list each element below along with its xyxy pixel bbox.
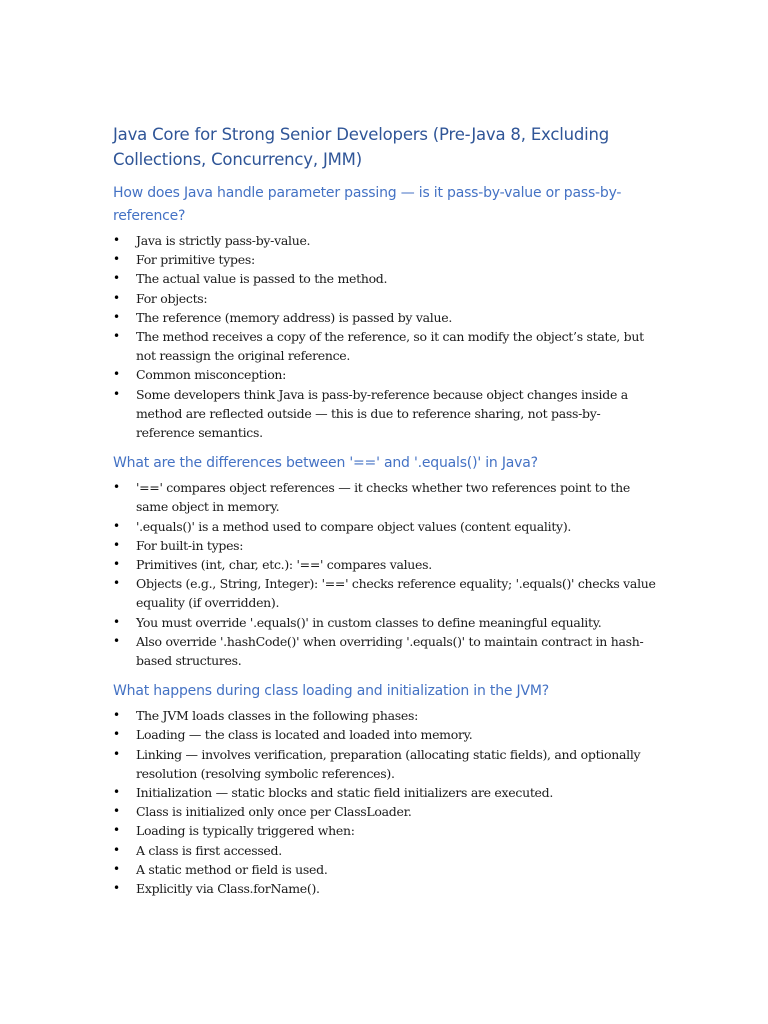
document-title: Java Core for Strong Senior Developers (Pre-Java 8, Excluding Collections, Concurrency, JMM): [113, 125, 610, 169]
list-item: [113, 478, 658, 516]
list-item-text: Class is initialized only once per ClassLoader.: [136, 804, 412, 820]
list-item: [113, 269, 658, 288]
list-item: [113, 327, 658, 365]
list-item-text: A static method or field is used.: [136, 861, 328, 877]
bullet-icon: •: [113, 861, 120, 876]
list-item-text: A class is first accessed.: [136, 842, 282, 858]
list-item-text: The actual value is passed to the method.: [136, 271, 388, 287]
list-item-text: The reference (memory address) is passed by value.: [136, 309, 452, 325]
list-item: [113, 250, 658, 269]
bullet-icon: •: [113, 386, 120, 401]
list-item: [113, 289, 658, 308]
section-equals-comparison: [113, 452, 658, 670]
section-parameter-passing: [113, 182, 658, 442]
list-item-text: '==' compares object references — it checks whether two references point to the same object in memory.: [136, 480, 630, 515]
section-heading: What happens during class loading and initialization in the JVM?: [113, 683, 549, 700]
bullet-icon: •: [113, 252, 120, 267]
list-item: [113, 706, 658, 725]
bullet-icon: •: [113, 537, 120, 552]
list-item-text: Loading — the class is located and loaded into memory.: [136, 727, 473, 743]
list-item: [113, 555, 658, 574]
bullet-icon: •: [113, 233, 120, 247]
list-item-text: For objects:: [136, 290, 208, 306]
bullet-list: [113, 231, 658, 442]
list-item: [113, 821, 658, 840]
list-item-text: Some developers think Java is pass-by-reference because object changes inside a method are reflected outside — this is due to reference sharing, not pass-by-reference semantics.: [136, 386, 628, 441]
list-item-text: Linking — involves verification, preparation (allocating static fields), and optionally resolution (resolving symbolic references).: [136, 746, 641, 781]
list-item: [113, 802, 658, 821]
list-item: [113, 860, 658, 879]
bullet-icon: •: [113, 480, 120, 495]
list-item-text: For primitive types:: [136, 252, 255, 268]
bullet-icon: •: [113, 576, 120, 591]
bullet-icon: •: [113, 746, 120, 761]
list-item: [113, 745, 658, 783]
list-item-text: Loading is typically triggered when:: [136, 823, 355, 839]
list-item-text: The method receives a copy of the reference, so it can modify the object’s state, but not reassign the original reference.: [136, 329, 644, 364]
document-content: [113, 122, 658, 908]
list-item: [113, 632, 658, 670]
bullet-icon: •: [113, 842, 120, 857]
list-item: [113, 613, 658, 632]
list-item-text: Common misconception:: [136, 367, 287, 383]
bullet-icon: •: [113, 785, 120, 800]
bullet-icon: •: [113, 290, 120, 305]
bullet-icon: •: [113, 804, 120, 819]
list-item: [113, 308, 658, 327]
list-item-text: Initialization — static blocks and static field initializers are executed.: [136, 785, 554, 801]
list-item: [113, 841, 658, 860]
list-item-text: You must override '.equals()' in custom classes to define meaningful equality.: [136, 614, 602, 630]
section-heading: How does Java handle parameter passing — is it pass-by-value or pass-by-reference?: [113, 185, 622, 224]
bullet-icon: •: [113, 708, 120, 723]
bullet-icon: •: [113, 518, 120, 533]
bullet-icon: •: [113, 367, 120, 382]
list-item-text: Also override '.hashCode()' when overriding '.equals()' to maintain contract in hash-based structures.: [136, 633, 644, 669]
list-item-text: Primitives (int, char, etc.): '==' compares values.: [136, 557, 432, 573]
list-item: [113, 517, 658, 536]
list-item: [113, 783, 658, 802]
section-heading: What are the differences between '==' and '.equals()' in Java?: [113, 455, 538, 472]
bullet-list: [113, 706, 658, 898]
list-item-text: '.equals()' is a method used to compare object values (content equality).: [136, 518, 572, 534]
list-item: [113, 879, 658, 898]
list-item: [113, 725, 658, 744]
list-item-text: Java is strictly pass-by-value.: [136, 233, 311, 248]
list-item-text: The JVM loads classes in the following phases:: [136, 708, 419, 724]
bullet-icon: •: [113, 727, 120, 742]
list-item: [113, 231, 658, 250]
list-item-text: Objects (e.g., String, Integer): '==' checks reference equality; '.equals()' checks value equality (if overridden).: [136, 576, 656, 611]
bullet-icon: •: [113, 823, 120, 838]
bullet-icon: •: [113, 614, 120, 629]
bullet-icon: •: [113, 633, 120, 648]
bullet-icon: •: [113, 329, 120, 344]
bullet-icon: •: [113, 309, 120, 324]
list-item: [113, 385, 658, 443]
bullet-icon: •: [113, 881, 120, 896]
section-class-loading: [113, 680, 658, 898]
list-item: [113, 574, 658, 612]
list-item-text: Explicitly via Class.forName().: [136, 881, 320, 897]
list-item-text: For built-in types:: [136, 537, 244, 553]
bullet-list: [113, 478, 658, 670]
bullet-icon: •: [113, 271, 120, 286]
list-item: [113, 365, 658, 384]
bullet-icon: •: [113, 557, 120, 572]
list-item: [113, 536, 658, 555]
